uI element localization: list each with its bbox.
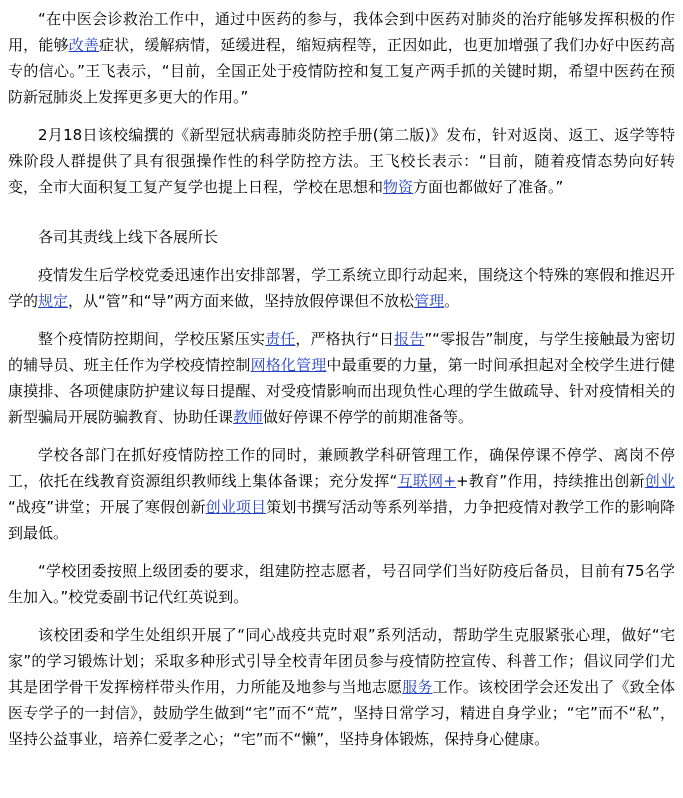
inline-link[interactable]: 改善 bbox=[68, 36, 99, 54]
paragraph bbox=[8, 262, 675, 314]
text-run: +教育”作用，持续推出创新 bbox=[455, 472, 645, 490]
inline-link[interactable]: 互联网+ bbox=[397, 472, 456, 490]
text-run: 2月18日该校编撰的《新型冠状病毒肺炎防控手册(第二版)》发布，针对返岗、返工、返学等特殊阶段人群提供了具有很强操作性的科学防控方法。王飞校长表示：“目前，随着疫情态势向好转变，全市大面积复工复产复学也提上日程，学校在思想和 bbox=[8, 126, 675, 196]
text-run: “学校团委按照上级团委的要求，组建防控志愿者，号召同学们当好防疫后备员，目前有75名学生加入。”校党委副书记代红英说到。 bbox=[8, 562, 675, 606]
inline-link[interactable]: 创业 bbox=[644, 472, 675, 490]
paragraph bbox=[8, 622, 675, 752]
inline-link[interactable]: 责任 bbox=[265, 330, 296, 348]
paragraph bbox=[8, 6, 675, 110]
text-run: 。 bbox=[444, 292, 460, 310]
inline-link[interactable]: 教师 bbox=[233, 408, 264, 426]
inline-link[interactable]: 管理 bbox=[414, 292, 445, 310]
text-run: 学校各部门在抓好疫情防控工作的同时，兼顾教学科研管理工作，确保停课不停学、离岗不停工，依托在线教育资源组织教师线上集体备课；充分发挥“ bbox=[8, 446, 675, 490]
text-run: ”“零报告”制度，与学生接触最为密切的辅导员、班主任作为学校疫情控制 bbox=[8, 330, 675, 374]
paragraph bbox=[8, 442, 675, 546]
paragraph bbox=[8, 558, 675, 610]
inline-link[interactable]: 服务 bbox=[402, 678, 433, 696]
paragraph bbox=[8, 122, 675, 200]
text-run: 工作。该校团学会还发出了《致全体医专学子的一封信》，鼓励学生做到“宅”而不“荒”，坚持日常学习，精进自身学业；“宅”而不“私”，坚持公益事业，培养仁爱孝之心；“宅”而不“懒”，坚持身体锻炼，保持身心健康。 bbox=[8, 678, 675, 748]
section-subheading bbox=[8, 224, 675, 250]
inline-link[interactable]: 物资 bbox=[383, 178, 414, 196]
inline-link[interactable]: 网格化管理 bbox=[250, 356, 327, 374]
inline-link[interactable]: 报告 bbox=[394, 330, 425, 348]
text-run: 策划书撰写活动等系列举措，力争把疫情对教学工作的影响降到最低。 bbox=[8, 498, 675, 542]
text-run: 该校团委和学生处组织开展了“同心战疫共克时艰”系列活动，帮助学生克服紧张心理，做好“宅家”的学习锻炼计划；采取多种形式引导全校青年团员参与疫情防控宣传、科普工作；倡议同学们尤其是团学骨干发挥榜样带头作用，力所能及地参与当地志愿 bbox=[8, 626, 675, 696]
text-run: 整个疫情防控期间，学校压紧压实 bbox=[38, 330, 266, 348]
text-run: ，从“管”和“导”两方面来做，坚持放假停课但不放松 bbox=[68, 292, 415, 310]
text-run: 中最重要的力量，第一时间承担起对全校学生进行健康摸排、各项健康防护建议每日提醒、对受疫情影响而出现负性心理的学生做疏导、针对疫情相关的新型骗局开展防骗教育、协助任课 bbox=[8, 356, 675, 426]
text-run: “在中医会诊救治工作中，通过中医药的参与，我体会到中医药对肺炎的治疗能够发挥积极的作用，能够 bbox=[8, 10, 675, 54]
text-run: “战疫”讲堂；开展了寒假创新 bbox=[8, 498, 206, 516]
inline-link[interactable]: 规定 bbox=[38, 292, 69, 310]
inline-link[interactable]: 创业项目 bbox=[205, 498, 267, 516]
text-run: 各司其责线上线下各展所长 bbox=[38, 228, 219, 246]
text-run: ，严格执行“日 bbox=[295, 330, 395, 348]
text-run: 症状，缓解病情，延缓进程，缩短病程等，正因如此，也更加增强了我们办好中医药高专的信心。”王飞表示，“目前，全国正处于疫情防控和复工复产两手抓的关键时期，希望中医药在预防新冠肺炎上发挥更多更大的作用。” bbox=[8, 36, 675, 106]
text-run: 疫情发生后学校党委迅速作出安排部署，学工系统立即行动起来，围绕这个特殊的寒假和推迟开学的 bbox=[8, 266, 675, 310]
paragraph bbox=[8, 326, 675, 430]
text-run: 做好停课不停学的前期准备等。 bbox=[263, 408, 474, 426]
text-run: 方面也都做好了准备。” bbox=[413, 178, 564, 196]
